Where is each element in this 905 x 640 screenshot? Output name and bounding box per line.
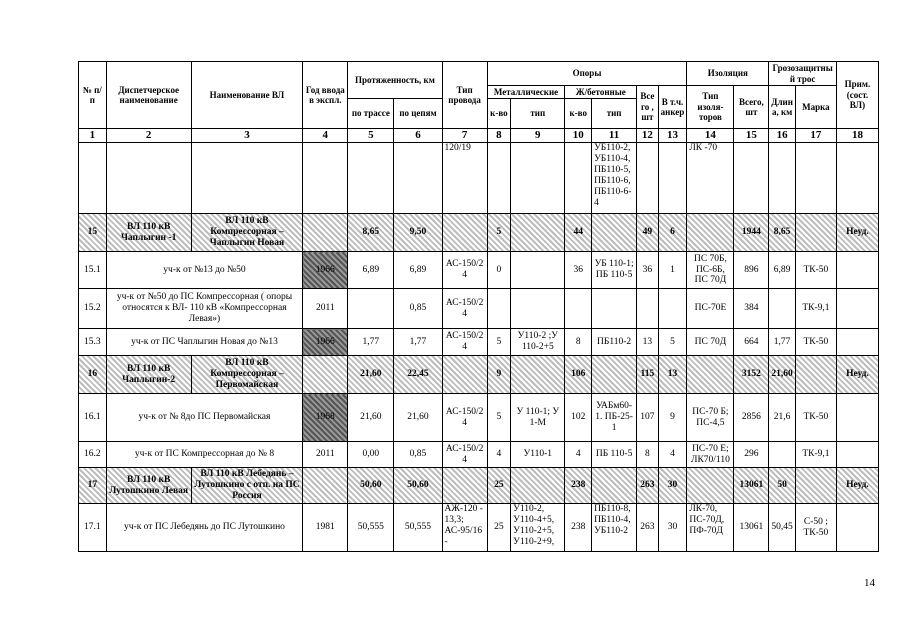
cell-name: уч-к от №50 до ПС Компрессорная ( опоры относятся к ВЛ- 110 кВ «Компрессорная Левая») [106,289,303,329]
cell-circ: 22,45 [394,356,442,394]
cell-metal-qty: 5 [487,394,511,442]
cell-year: 1966 [303,252,348,289]
cell-ins-type: ЛК -70 [687,143,734,214]
col-num: 6 [394,129,442,143]
cell-concrete-qty: 44 [565,214,592,252]
cell-total: 263 [637,468,659,504]
header-metal-qty: к-во [487,99,511,129]
header-anchor: В т.ч. анкер [658,86,687,129]
cell-note: Неуд. [836,468,878,504]
table-row [79,468,879,504]
col-num: 4 [303,129,348,143]
cell-g-mark: ТК-50 [795,329,836,356]
header-total-pcs: Всего , шт [637,86,659,129]
cell-g-len: 6,89 [769,252,796,289]
cell-metal-qty: 9 [487,356,511,394]
cell-route: 6,89 [348,252,394,289]
cell-circ: 50,555 [394,504,442,552]
cell-total: 36 [637,252,659,289]
col-num: 13 [658,129,687,143]
page-number: 14 [864,577,875,589]
cell-concrete-type: ПБ 110-5 [592,442,637,468]
cell-ins-type: ПС-70 Е; ЛК70/110 [687,442,734,468]
header-concrete-type: тип [592,99,637,129]
header-note: Прим. (сост. ВЛ) [836,62,878,129]
cell-total: 263 [637,504,659,552]
cell-metal-type: У110-2 ;У 110-2+5 [511,329,565,356]
cell-metal-qty: 25 [487,468,511,504]
col-num: 17 [795,129,836,143]
cell-circ: 0,85 [394,289,442,329]
table-row [79,356,879,394]
header-len-circ: по цепям [394,99,442,129]
table-row [79,394,879,442]
cell-ins-total: 2856 [734,394,769,442]
header-length: Протяженность, км [348,62,442,99]
col-num: 12 [637,129,659,143]
cell-concrete-type: ПБ110-2 [592,329,637,356]
col-num: 5 [348,129,394,143]
header-num: № п/п [79,62,107,129]
cell-route: 50,555 [348,504,394,552]
header-ground: Грозозащитный трос [769,62,837,86]
cell-metal-type: У110-1 [511,442,565,468]
cell-anchor: 30 [658,468,687,504]
cell-wire: АС-150/24 [442,329,487,356]
col-num: 9 [511,129,565,143]
cell-concrete-qty: 106 [565,356,592,394]
cell-num: 15.2 [79,289,107,329]
cell-g-len: 50 [769,468,796,504]
cell-name: уч-к от ПС Чаплыгин Новая до №13 [106,329,303,356]
cell-wire: АС-150/24 [442,442,487,468]
cell-name: ВЛ 110 кВ Лебедянь – Лутошкино с отп. на ПС Россия [191,468,303,504]
col-num: 10 [565,129,592,143]
cell-route: 21,60 [348,356,394,394]
header-concrete: Ж/бетонные [565,86,637,99]
cell-concrete-qty: 238 [565,468,592,504]
cell-g-len: 1,77 [769,329,796,356]
cell-circ: 6,89 [394,252,442,289]
cell-concrete-qty: 8 [565,329,592,356]
header-wire: Тип провода [442,62,487,129]
cell-ins-total: 664 [734,329,769,356]
cell-ins-total: 13061 [734,504,769,552]
cell-total: 49 [637,214,659,252]
cell-num: 15 [79,214,107,252]
cell-circ: 0,85 [394,442,442,468]
cell-route: 50,60 [348,468,394,504]
cell-num: 17 [79,468,107,504]
cell-name: уч-к от № 8до ПС Первомайская [106,394,303,442]
cell-num: 15.3 [79,329,107,356]
cell-note: Неуд. [836,356,878,394]
table-row [79,504,879,552]
header-name: Наименование ВЛ [191,62,303,129]
cell-g-len: 21,60 [769,356,796,394]
cell-ins-type: ПС 70Д [687,329,734,356]
cell-disp: ВЛ 110 кВ Лутошкино Левая [106,468,191,504]
header-metal: Металлические [487,86,565,99]
cell-year: 1966 [303,329,348,356]
cell-circ: 50,60 [394,468,442,504]
cell-name: ВЛ 110 кВ Компрессорная – Первомайская [191,356,303,394]
cell-anchor: 9 [658,394,687,442]
cell-concrete-type: УАБм60-1. ПБ-25-1 [592,394,637,442]
cell-num: 17.1 [79,504,107,552]
header-metal-type: тип [511,99,565,129]
cell-concrete-qty: 4 [565,442,592,468]
cell-wire: АС-150/24 [442,394,487,442]
cell-anchor: 13 [658,356,687,394]
table-row [79,442,879,468]
cell-metal-type: У110-2, У110-4+5, У110-2+5, У110-2+9, [511,504,565,552]
cell-total: 115 [637,356,659,394]
header-disp: Диспетчерское наименование [106,62,191,129]
cell-circ: 9,50 [394,214,442,252]
cell-num: 16 [79,356,107,394]
col-num: 11 [592,129,637,143]
col-num: 1 [79,129,107,143]
header-ins-type: Тип изоля-торов [687,86,734,129]
cell-total: 107 [637,394,659,442]
cell-route: 8,65 [348,214,394,252]
cell-metal-qty: 5 [487,214,511,252]
header-ins-total: Всего, шт [734,86,769,129]
cell-name: уч-к от ПС Лебедянь до ПС Лутошкино [106,504,303,552]
cell-circ: 1,77 [394,329,442,356]
cell-ins-type: ПС 70Б, ПС-6Б, ПС 70Д [687,252,734,289]
cell-g-len: 8,65 [769,214,796,252]
cell-anchor: 5 [658,329,687,356]
cell-anchor: 6 [658,214,687,252]
cell-concrete-type: УБ 110-1; ПБ 110-5 [592,252,637,289]
table-row [79,252,879,289]
col-num: 8 [487,129,511,143]
cell-circ: 21,60 [394,394,442,442]
cell-name: уч-к от ПС Компрессорная до № 8 [106,442,303,468]
cell-ins-type: ЛК-70, ПС-70Д, ПФ-70Д [687,504,734,552]
col-num: 16 [769,129,796,143]
header-g-mark: Марка [795,86,836,129]
table-row [79,289,879,329]
table-row [79,214,879,252]
cell-anchor: 4 [658,442,687,468]
col-num: 15 [734,129,769,143]
cell-g-mark: ТК-50 [795,252,836,289]
header-year: Год ввода в экспл. [303,62,348,129]
table-row [79,143,879,214]
cell-metal-qty: 5 [487,329,511,356]
cell-name: ВЛ 110 кВ Компрессорная – Чаплыгин Новая [191,214,303,252]
cell-note: Неуд. [836,214,878,252]
cell-year: 1968 [303,394,348,442]
table-row [79,329,879,356]
cell-g-len: 21,6 [769,394,796,442]
cell-ins-total: 3152 [734,356,769,394]
cell-metal-type: У 110-1; У 1-М [511,394,565,442]
cell-num: 15.1 [79,252,107,289]
cell-year: 2011 [303,442,348,468]
cell-g-mark: С-50 ; ТК-50 [795,504,836,552]
cell-metal-qty: 4 [487,442,511,468]
cell-num: 16.2 [79,442,107,468]
header-len-route: по трассе [348,99,394,129]
cell-concrete-qty: 238 [565,504,592,552]
cell-wire: АС-150/24 [442,252,487,289]
cell-ins-total: 13061 [734,468,769,504]
cell-ins-type: ПС-70Е [687,289,734,329]
cell-g-mark: ТК-50 [795,394,836,442]
cell-year: 1981 [303,504,348,552]
cell-g-len: 50,45 [769,504,796,552]
cell-wire: АЖ-120 - 13,3; АС-95/16 - [442,504,487,552]
cell-total: 8 [637,442,659,468]
header-insulation: Изоляция [687,62,769,86]
col-num: 2 [106,129,191,143]
cell-g-mark: ТК-9,1 [795,442,836,468]
cell-route: 0,00 [348,442,394,468]
cell-concrete-qty: 36 [565,252,592,289]
cell-route: 21,60 [348,394,394,442]
cell-disp: ВЛ 110 кВ Чаплыгин -1 [106,214,191,252]
header-supports: Опоры [487,62,687,86]
col-num: 14 [687,129,734,143]
cell-ins-total: 896 [734,252,769,289]
cell-ins-type: ПС-70 Б; ПС-4,5 [687,394,734,442]
cell-route: 1,77 [348,329,394,356]
cell-metal-qty: 0 [487,252,511,289]
cell-wire: 120/19 [442,143,487,214]
cell-concrete-type: УБ110-2, УБ110-4, ПБ110-5, ПБ110-6, ПБ110-6-4 [592,143,637,214]
col-num: 18 [836,129,878,143]
cell-total: 13 [637,329,659,356]
cell-num: 16.1 [79,394,107,442]
header-concrete-qty: к-во [565,99,592,129]
cell-concrete-type: ПБ110-8, ПБ110-4, УБ110-2 [592,504,637,552]
cell-ins-total: 384 [734,289,769,329]
cell-g-mark: ТК-9,1 [795,289,836,329]
cell-metal-qty: 25 [487,504,511,552]
cell-concrete-qty: 102 [565,394,592,442]
cell-anchor: 1 [658,252,687,289]
cell-ins-total: 296 [734,442,769,468]
power-lines-table [78,61,879,552]
cell-name: уч-к от №13 до №50 [106,252,303,289]
cell-year: 2011 [303,289,348,329]
col-num: 7 [442,129,487,143]
cell-ins-total: 1944 [734,214,769,252]
col-num: 3 [191,129,303,143]
header-g-len: Длин а, км [769,86,796,129]
cell-disp: ВЛ 110 кВ Чаплыгин-2 [106,356,191,394]
cell-wire: АС-150/24 [442,289,487,329]
cell-anchor: 30 [658,504,687,552]
